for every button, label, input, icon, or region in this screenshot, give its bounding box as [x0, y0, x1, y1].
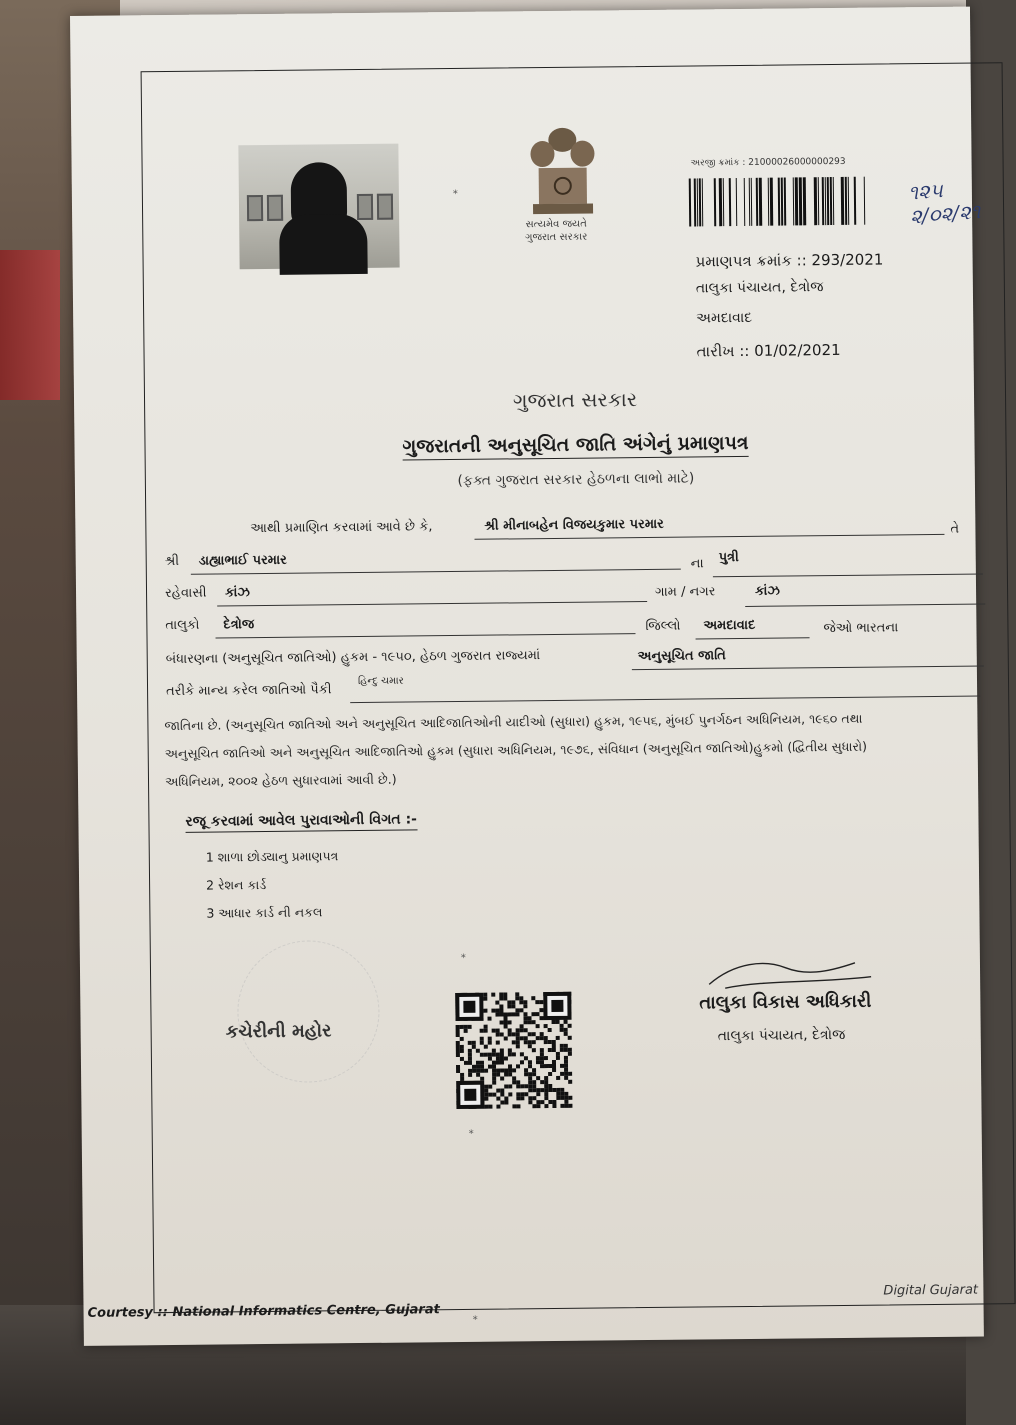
certificate-subtitle: (ફક્ત ગુજરાત સરકાર હેઠળના લાભો માટે) — [457, 470, 695, 489]
recognized-label: તરીકે માન્ય કરેલ જાતિઓ પૈકી — [166, 682, 332, 700]
evidence-item: 3 આધાર કાર્ડ ની નકલ — [206, 904, 323, 921]
district-value: અમદાવાદ — [703, 617, 756, 634]
district-label: જિલ્લો — [645, 618, 681, 635]
issuing-district: અમદાવાદ — [696, 309, 753, 327]
evidence-item: 1 શાળા છોડ્યાનુ પ્રમાણપત્ર — [205, 848, 339, 865]
caste-value: હિન્દુ ચમાર — [357, 675, 404, 688]
category-value: અનુસૂચિત જાતિ — [637, 648, 726, 665]
issuing-office: તાલુકા પંચાયત, દેત્રોજ — [695, 279, 824, 297]
digital-gujarat-footer: Digital Gujarat — [883, 1282, 979, 1299]
certificate-paper — [70, 7, 984, 1346]
barcode — [689, 177, 873, 227]
taluka-value: દેત્રોજ — [223, 617, 255, 633]
te-label: તે — [950, 521, 960, 537]
na-label: ના — [690, 556, 704, 572]
decorative-mark: * — [472, 1314, 478, 1326]
constitution-label: બંધારણના (અનુસૂચિત જાતિઓ) હુકમ - ૧૯૫૦, હેઠળ ગુજરાત રાજ્યમાં — [165, 648, 541, 668]
legal-paragraph: જાતિના છે. (અનુસૂચિત જાતિઓ અને અનુસૂચિત આદિજાતિઓની યાદીઓ (સુધારા) હુકમ, ૧૯૫૬, મુંબઈ પુનર્ગઠન અધિનિયમ, ૧૯૬૦ તથા અનુસૂચિત જાતિઓ અને અનુસૂચિત આદિજાતિઓ હુકમ (સુધારા અધિનિયમ, ૧૯૭૬, સંવિધાન (અનુસૂચિત જાતિઓ)હુકમો (દ્વિતીય સુધારો) અધિનિયમ, ૨૦૦૨ હેઠળ સુધારવામાં આવી છે.) — [164, 710, 868, 790]
office-seal-label: કચેરીની મહોર — [225, 1020, 332, 1043]
india-label: જેઓ ભારતના — [823, 620, 899, 637]
applicant-photo — [238, 144, 399, 270]
handwritten-note: ૧૨૫ ૨/૦૨/૨૧ — [907, 177, 982, 229]
officer-signature — [705, 953, 875, 995]
resident-value: કાંઝ — [224, 585, 250, 601]
decorative-mark: * — [468, 1128, 474, 1140]
emblem-caption: સત્યમેવ જયતે ગુજરાત સરકાર — [525, 218, 588, 244]
background-red-cloth — [0, 250, 60, 400]
applicant-name: શ્રી મીનાબહેન વિજયકુમાર પરમાર — [484, 516, 664, 534]
resident-label: રહેવાસી — [164, 585, 207, 602]
evidence-item: 2 રેશન કાર્ડ — [206, 876, 267, 893]
officer-title: તાલુકા વિકાસ અધિકારી — [699, 990, 872, 1014]
decorative-mark: * — [460, 952, 466, 964]
certificate-title: ગુજરાતની અનુસૂચિત જાતિ અંગેનું પ્રમાણપત્ર — [145, 429, 1005, 460]
certificate-date: તારીખ :: 01/02/2021 — [696, 340, 841, 361]
government-title: ગુજરાત સરકાર — [512, 387, 638, 413]
evidence-title: રજૂ કરવામાં આવેલ પુરાવાઓની વિગત :- — [185, 811, 417, 832]
qr-code — [455, 992, 572, 1109]
courtesy-footer: Courtesy :: National Informatics Centre, Gujarat — [87, 1302, 440, 1321]
village-value: કાંઝ — [754, 583, 780, 599]
application-number: અરજી ક્રમાંક : 21000026000000293 — [690, 156, 846, 169]
taluka-label: તાલુકો — [165, 617, 200, 634]
decorative-mark: * — [452, 188, 458, 200]
relation-value: પુત્રી — [718, 550, 739, 566]
officer-office: તાલુકા પંચાયત, દેત્રોજ — [717, 1026, 846, 1045]
faint-seal — [237, 940, 380, 1083]
parent-name: ડાહ્યાભાઈ પરમાર — [198, 552, 287, 569]
certify-label: આથી પ્રમાણિત કરવામાં આવે છે કે, — [250, 519, 433, 537]
village-label: ગામ / નગર — [654, 584, 716, 600]
shri-label: શ્રી — [164, 553, 180, 570]
certificate-number: પ્રમાણપત્ર ક્રમાંક :: 293/2021 — [695, 250, 884, 271]
